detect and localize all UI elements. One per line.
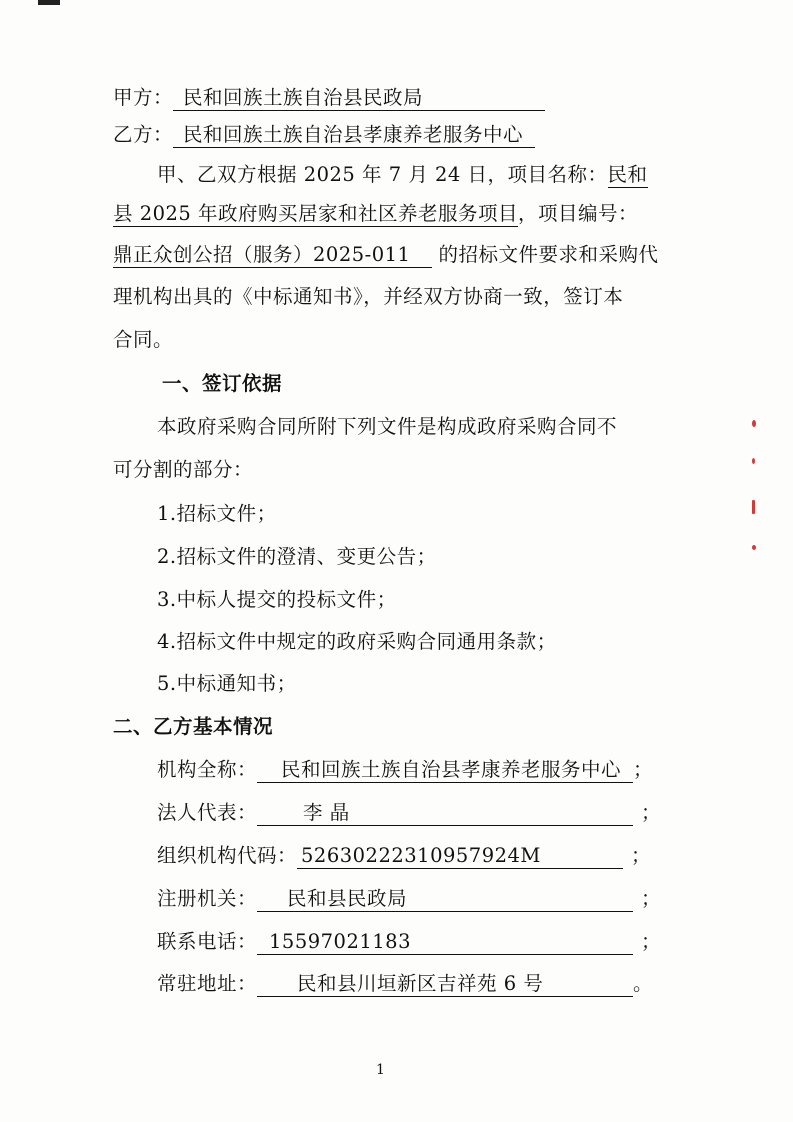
section2-heading: 二、乙方基本情况 [113,715,274,738]
section1-para-line-1: 本政府采购合同所附下列文件是构成政府采购合同不 [157,415,618,438]
intro-text: ，项目编号： [518,202,639,225]
field-address [157,970,653,998]
field-registry [157,885,661,913]
field-label: 法人代表： [157,801,258,824]
section1-para-line-2: 可分割的部分： [113,458,254,481]
stamp-fragment [752,420,756,427]
party-a-label: 甲方： [113,86,174,109]
party-a-line [113,84,545,112]
list-item: 2.招标文件的澄清、变更公告； [157,545,437,568]
field-value: 52630222310957924M [297,844,623,869]
party-b-value: 民和回族土族自治县孝康养老服务中心 [173,123,535,148]
page-number: 1 [376,1062,385,1078]
project-name-part2: 县 2025 年政府购买居家和社区养老服务项目 [113,202,519,225]
field-label: 组织机构代码： [157,844,298,867]
project-number: 鼎正众创公招（服务）2025-011 [113,243,432,268]
party-b-line [113,121,535,149]
field-end: ； [631,844,652,867]
stamp-fragment [752,545,756,550]
field-label: 注册机关： [157,887,258,910]
field-value: 李 晶 [257,801,633,826]
intro-line-4: 理机构出具的《中标通知书》，并经双方协商一致，签订本 [113,285,624,308]
field-end: ； [641,801,662,824]
list-item: 3.中标人提交的投标文件； [157,588,397,611]
field-end: ； [633,758,654,781]
field-org-code [157,842,651,870]
field-end: ； [641,930,662,953]
field-label: 常驻地址： [157,972,258,995]
list-item: 1.招标文件； [157,502,277,525]
stamp-fragment [752,500,755,514]
field-legal-rep [157,799,661,827]
field-value: 民和回族土族自治县孝康养老服务中心 [257,758,633,783]
field-label: 机构全称： [157,758,258,781]
field-value: 民和县川垣新区吉祥苑 6 号 [257,972,633,997]
intro-text: 的招标文件要求和采购代 [438,243,659,266]
field-value: 15597021183 [257,930,633,955]
section1-heading: 一、签订依据 [162,372,283,395]
party-a-value: 民和回族土族自治县民政局 [173,86,545,111]
list-item: 4.招标文件中规定的政府采购合同通用条款； [157,630,557,653]
field-value: 民和县民政局 [257,887,633,912]
field-end: 。 [633,972,654,995]
intro-line-5: 合同。 [113,328,174,351]
intro-text: 甲、乙双方根据 2025 年 7 月 24 日，项目名称： [157,163,608,186]
field-label: 联系电话： [157,930,258,953]
intro-line-3 [113,241,658,269]
intro-line-2 [113,200,638,228]
stamp-fragment [752,458,755,464]
party-b-label: 乙方： [113,123,174,146]
field-end: ； [641,887,662,910]
field-phone [157,928,661,956]
scan-mark [38,0,60,5]
intro-line-1 [157,161,648,189]
project-name-part1: 民和 [607,163,648,186]
field-org-name [157,756,653,784]
list-item: 5.中标通知书； [157,672,297,695]
